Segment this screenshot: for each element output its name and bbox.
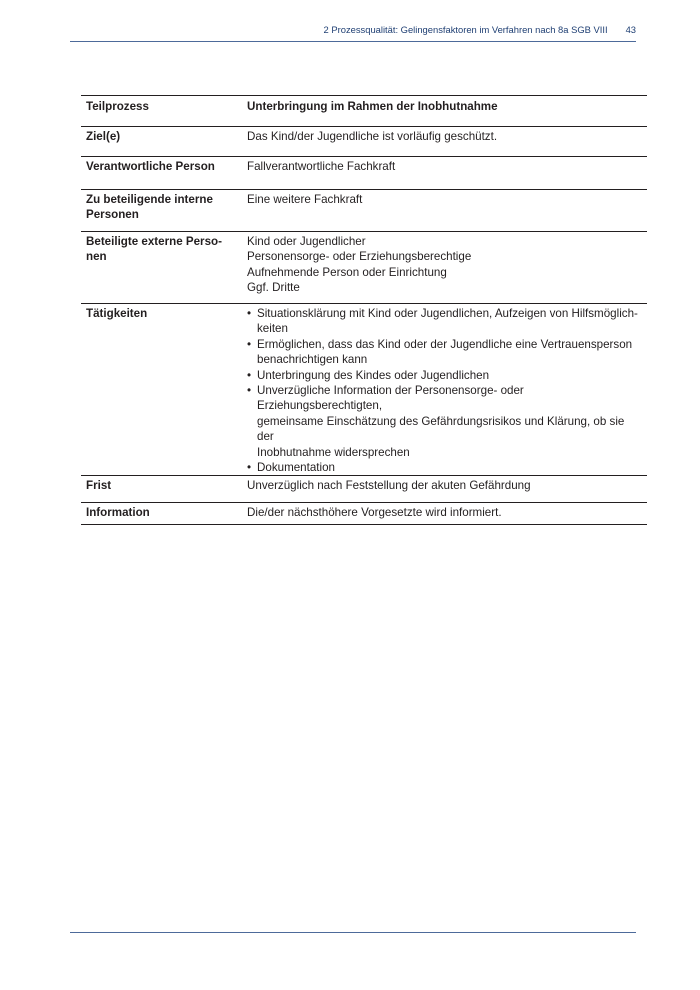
list-item <box>247 337 643 368</box>
list-item-line: benachrichtigen kann <box>257 353 368 367</box>
list-item-line: Unverzügliche Information der Personensorge- oder Erziehungsberechtigten, <box>257 384 524 413</box>
list-item-line: Situationsklärung mit Kind oder Jugendlichen, Aufzeigen von Hilfsmöglich- <box>257 307 638 320</box>
activities-label: Tätigkeiten <box>86 307 148 320</box>
internal-value: Eine weitere Fachkraft <box>247 193 363 206</box>
list-item-line: keiten <box>257 322 288 336</box>
header-label: Teilprozess <box>86 100 149 113</box>
bullet-icon: • <box>247 461 252 475</box>
list-item-line: Dokumentation <box>257 461 335 475</box>
list-item <box>247 383 643 460</box>
activities-value <box>247 304 647 476</box>
page-number: 43 <box>625 24 636 35</box>
information-value: Die/der nächsthöhere Vorgesetzte wird informiert. <box>247 506 502 520</box>
responsible-label: Verantwortliche Person <box>86 160 215 173</box>
internal-label <box>81 190 247 232</box>
external-label <box>81 232 247 304</box>
table-row-activities <box>81 304 647 476</box>
list-item <box>247 460 643 475</box>
list-item-line: Inobhutnahme widersprechen <box>257 445 410 459</box>
external-values <box>247 232 647 304</box>
external-value-line: Kind oder Jugendlicher <box>247 235 366 248</box>
bullet-icon: • <box>247 337 252 351</box>
external-label-line: Beteiligte externe Perso- <box>86 235 222 248</box>
external-value-line: Aufnehmende Person oder Einrichtung <box>247 265 447 279</box>
list-item <box>247 306 643 337</box>
table-row-information <box>81 503 647 525</box>
header-value: Unterbringung im Rahmen der Inobhutnahme <box>247 100 498 113</box>
table-row-internal <box>81 190 647 232</box>
activities-list <box>247 306 643 475</box>
footer-rule <box>70 932 636 933</box>
list-item <box>247 368 643 383</box>
table-row-external <box>81 232 647 304</box>
bullet-icon: • <box>247 384 252 398</box>
table-row-header <box>81 96 647 127</box>
deadline-value: Unverzüglich nach Feststellung der akuten Gefährdung <box>247 479 531 493</box>
table-row-goal <box>81 127 647 157</box>
list-item-line: Unterbringung des Kindes oder Jugendlichen <box>257 368 490 382</box>
bullet-icon: • <box>247 307 252 320</box>
goal-label: Ziel(e) <box>86 130 121 143</box>
responsible-value: Fallverantwortliche Fachkraft <box>247 160 396 173</box>
process-table <box>81 95 647 525</box>
goal-value: Das Kind/der Jugendliche ist vorläufig geschützt. <box>247 130 498 143</box>
list-item-line: gemeinsame Einschätzung des Gefährdungsrisikos und Klärung, ob sie der <box>257 414 625 444</box>
table-row-responsible <box>81 157 647 190</box>
external-label-line: nen <box>86 250 107 264</box>
deadline-label: Frist <box>86 479 112 493</box>
table-row-deadline <box>81 476 647 503</box>
information-label: Information <box>86 506 150 520</box>
bullet-icon: • <box>247 368 252 382</box>
internal-label-line: Zu beteiligende interne <box>86 193 213 206</box>
internal-label-line: Personen <box>86 208 139 222</box>
running-header <box>70 24 636 42</box>
chapter-title: 2 Prozessqualität: Gelingensfaktoren im Verfahren nach 8a SGB VIII <box>323 24 608 35</box>
external-value-line: Personensorge- oder Erziehungsberechtige <box>247 250 472 264</box>
external-value-line: Ggf. Dritte <box>247 281 300 295</box>
list-item-line: Ermöglichen, dass das Kind oder der Jugendliche eine Vertrauensperson <box>257 337 633 351</box>
